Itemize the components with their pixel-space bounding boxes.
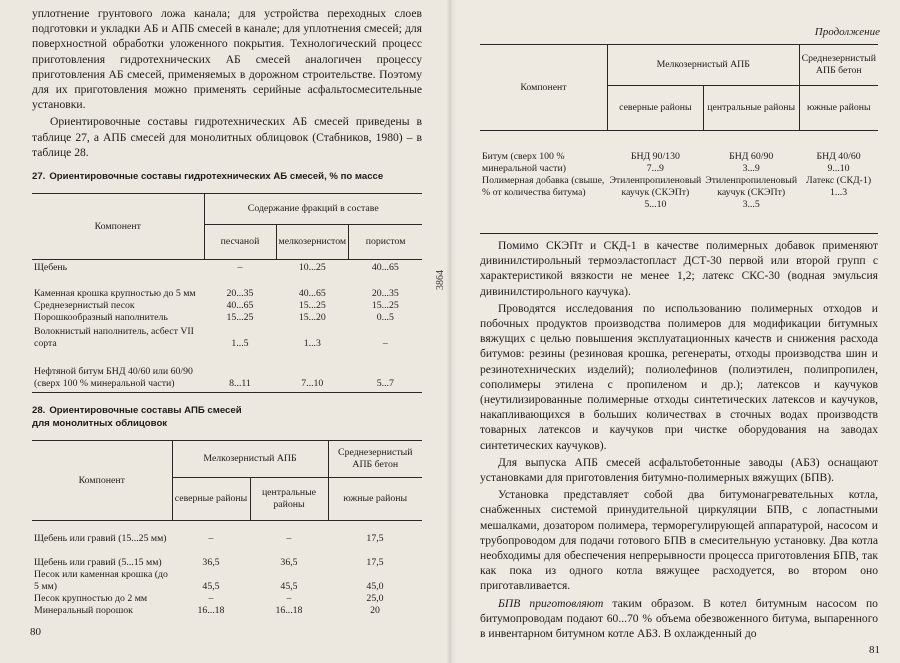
table-27-header-group: Содержание фракций в составе xyxy=(204,194,422,225)
table-row: Битум (сверх 100 % минеральной части) БНД 90/130 7...9 БНД 60/90 3...9 БНД 40/60 9...10 xyxy=(482,150,861,174)
right-page xyxy=(450,0,900,663)
table-28-continued-grid xyxy=(480,44,878,234)
table-row: Щебень – 10...25 40...65 xyxy=(34,261,399,273)
right-paragraph-5: БПВ приготовляют таким образом. В котел битумным насосом по битумопроводам подают 60...70 % объема обезвоженного битума, выпаренного в инвентарном битумном котле АБЗ. В охлажденный до xyxy=(480,596,878,641)
table-row: Полимерная добавка (свыше, % от количества битума) Этиленпропиленовый каучук (СКЭПт) 5...10 Этиленпропиленовый каучук (СКЭПт) 3...5 Латекс (СКД-1) 1...3 xyxy=(482,174,872,210)
right-paragraph-2: Проводятся исследования по использованию полимерных отходов и побочных продуктов производства полимеров для модификации битумных вяжущих с целью повышения эксплуатационных качеств и снижения расхода битумов: резины (резиновая крошка, регенераты, отходы производства шин и резинотехнических изделий); полиолефинов (полиэтилен, полипропилен, сополимеры этилена с пропиленом и др.); латексов и каучуков (неутилизированные полимерные отходы синтетических латексов и каучуков, накапливающихся в больших количествах в сточных водах производств товарных латексов и каучуков при чистке оборудования на заводах синтетических каучуков). xyxy=(480,301,878,452)
table-27-grid xyxy=(32,193,422,393)
continued-header-group-1: Мелкозернистый АПБ xyxy=(607,45,799,86)
table-28-header-group-1: Мелкозернистый АПБ xyxy=(172,441,328,478)
continued-header-component: Компонент xyxy=(480,45,607,131)
continued-header-group-2: Среднезернистый АПБ бетон xyxy=(799,45,878,86)
right-paragraph-3: Для выпуска АПБ смесей асфальтобетонные заводы (АБЗ) оснащают установками для приготовления битумно-полимерных вяжущих (БПВ). xyxy=(480,455,878,485)
table-row: Минеральный порошок 16...18 16...18 20 xyxy=(34,604,380,616)
table-28-header-col: северные районы xyxy=(172,478,250,521)
table-row: Щебень или гравий (15...25 мм) – – 17,5 xyxy=(34,532,384,544)
table-28-grid xyxy=(32,440,422,617)
book-gutter xyxy=(446,0,456,663)
continuation-label: Продолжение xyxy=(814,26,880,38)
table-28-header-group-2: Среднезернистый АПБ бетон xyxy=(328,441,422,478)
table-row: Порошкообразный наполнитель 15...25 15...20 0...5 xyxy=(34,311,394,323)
table-27-header-component: Компонент xyxy=(32,194,204,260)
table-row: Волокнистый наполнитель, асбест VII сорта 1...5 1...3 – xyxy=(34,325,388,349)
table-row: Каменная крошка крупностью до 5 мм 20...35 40...65 20...35 xyxy=(34,287,399,299)
table-row: Песок крупностью до 2 мм – – 25,0 xyxy=(34,592,384,604)
page-number-right: 81 xyxy=(869,644,880,656)
table-28-header-col: центральные районы xyxy=(250,478,328,521)
table-27-header-col: пористом xyxy=(349,225,422,260)
table-28-caption: 28. Ориентировочные составы АПБ смесей xyxy=(32,405,242,416)
table-row: Щебень или гравий (5...15 мм) 36,5 36,5 17,5 xyxy=(34,556,384,568)
table-28 xyxy=(32,404,422,617)
table-28-continued xyxy=(480,44,878,234)
continued-header-col: южные районы xyxy=(799,86,878,131)
table-row: Песок или каменная крошка (до 5 мм) 45,5 45,5 45,0 xyxy=(34,568,384,592)
continued-header-col: северные районы xyxy=(607,86,703,131)
handwritten-margin-note: 3864 xyxy=(435,270,446,290)
table-28-header-col: южные районы xyxy=(328,478,422,521)
table-27-header-col: песчаной xyxy=(204,225,276,260)
table-27 xyxy=(32,170,422,393)
page-number-left: 80 xyxy=(30,626,41,638)
right-paragraph-1: Помимо СКЭПт и СКД-1 в качестве полимерных добавок применяют дивинилстирольный термоэластопласт ДСТ-30 первой или второй групп с характеристикой вязкости не менее 1,2; латекс СКС-30 (водная эмульсия дивинилстирольного каучука). xyxy=(480,239,878,298)
left-paragraph-2: Ориентировочные составы гидротехнических АБ смесей приведены в таблице 27, а АПБ смесей для монолитных облицовок (Стабников, 1980) – в таблице 28. xyxy=(32,115,422,159)
table-28-caption-line2: для монолитных облицовок xyxy=(32,418,168,429)
left-paragraph-1: уплотнение грунтового ложа канала; для устройства переходных слоев подготовки и укладки АБ и АПБ смесей в канале; для уплотнения смесей; для поверхностной обработки уложенного покрытия. Технологический процесс приготовления гидротехнических АБ смесей аналогичен процессу приготовления АБ смесей, применяемых в дорожном строительстве. Поэтому для их приготовления можно применять серийные асфальтосмесительные установки. xyxy=(32,7,422,112)
table-27-caption: 27. Ориентировочные составы гидротехнических АБ смесей, % по массе xyxy=(32,171,384,182)
table-27-header-col: мелкозернистом xyxy=(276,225,349,260)
table-row: Нефтяной битум БНД 40/60 или 60/90 (сверх 100 % минеральной части) 8...11 7...10 5...7 xyxy=(34,365,394,389)
right-paragraph-4: Установка представляет собой два битумонагревательных котла, снабженных системой принудительной циркуляции БПВ, с лопастными мешалками, дозатором полимера, терморегулирующей аппаратурой, насосом и трубопроводом для подачи готового БПВ в смесительную установку. Два котла необходимы для обеспечения непрерывности процесса приготовления БПВ, так как пока из одного котла вяжущее расходуется, во втором оно приготавливается. xyxy=(480,488,878,593)
table-row: Среднезернистый песок 40...65 15...25 15...25 xyxy=(34,299,399,311)
continued-header-col: центральные районы xyxy=(703,86,799,131)
table-28-header-component: Компонент xyxy=(32,441,172,521)
